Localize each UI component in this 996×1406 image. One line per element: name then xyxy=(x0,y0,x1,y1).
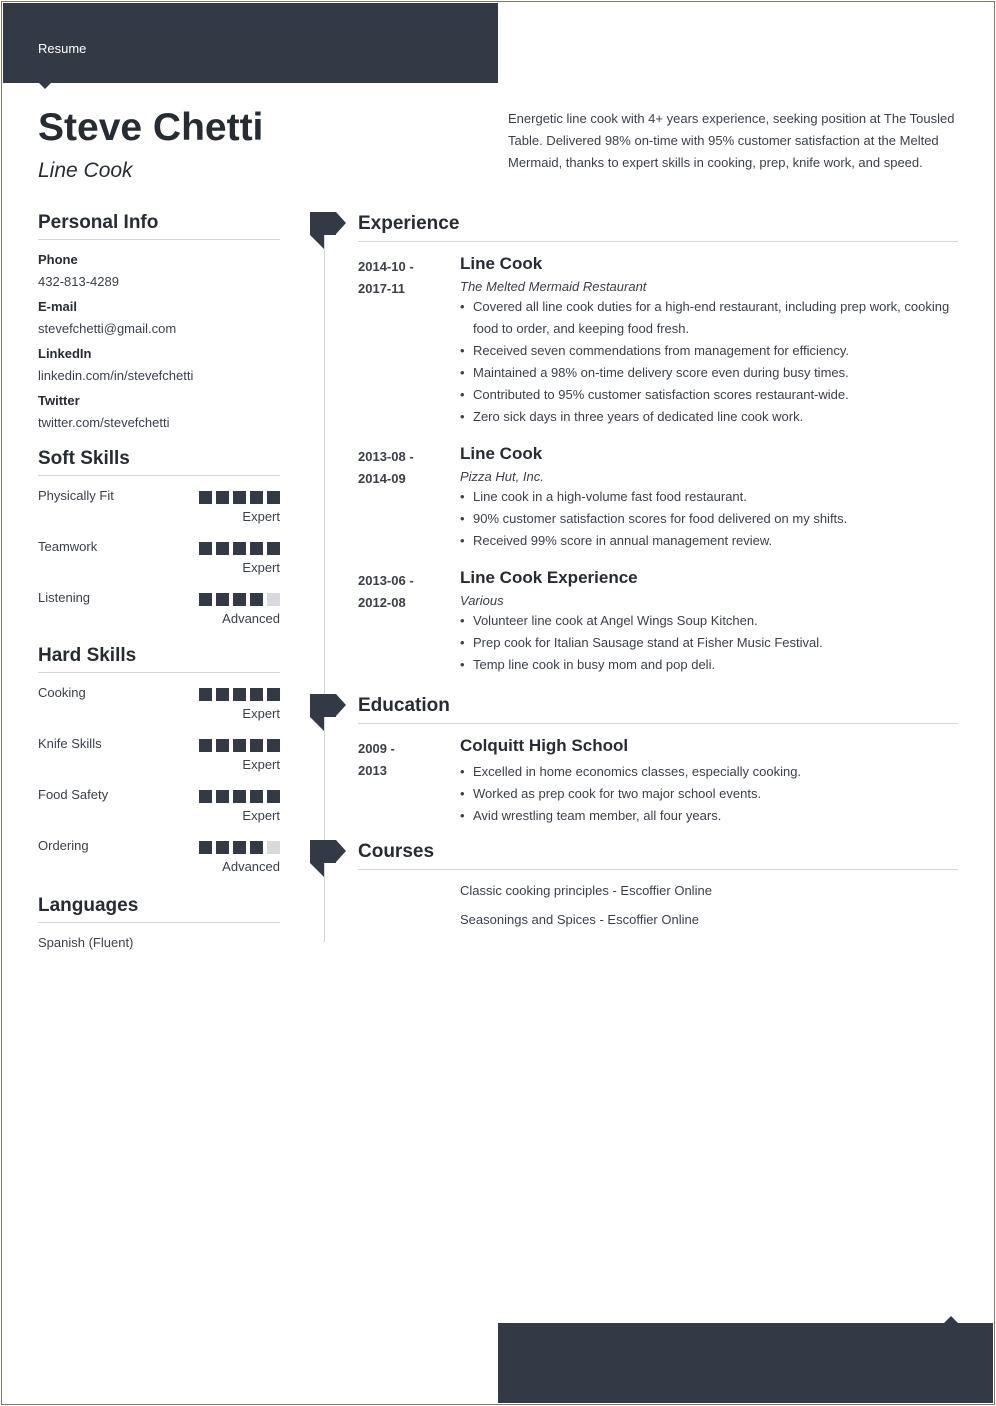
info-value: twitter.com/stevefchetti xyxy=(38,415,170,430)
candidate-title: Line Cook xyxy=(38,159,133,182)
personal-info-linkedin xyxy=(38,346,280,383)
course-item: Seasonings and Spices - Escoffier Online xyxy=(460,912,699,927)
job-role: Line Cook xyxy=(460,444,543,463)
personal-info-twitter xyxy=(38,393,280,430)
rating-square-filled xyxy=(216,688,229,701)
skill-level: Advanced xyxy=(222,859,280,874)
skill-row xyxy=(38,539,280,590)
personal-info-title: Personal Info xyxy=(38,212,280,240)
rating-square-filled xyxy=(199,542,212,555)
skill-rating xyxy=(199,841,280,854)
skill-rating xyxy=(199,593,280,606)
skill-name: Physically Fit xyxy=(38,488,114,503)
job-bullets xyxy=(460,486,958,552)
info-value: linkedin.com/in/stevefchetti xyxy=(38,368,194,383)
skill-level: Expert xyxy=(242,757,280,772)
skill-level: Expert xyxy=(242,808,280,823)
job-bullets xyxy=(460,610,958,676)
candidate-name: Steve Chetti xyxy=(38,106,264,149)
course-item: Classic cooking principles - Escoffier Online xyxy=(460,883,712,898)
rating-square-filled xyxy=(250,593,263,606)
rating-square-filled xyxy=(233,542,246,555)
personal-info-email xyxy=(38,299,280,336)
rating-square-filled xyxy=(199,739,212,752)
education-bullets xyxy=(460,761,958,827)
skill-name: Food Safety xyxy=(38,787,109,802)
skill-row xyxy=(38,488,280,539)
date-start: 2009 - xyxy=(358,741,395,756)
rating-square-filled xyxy=(199,593,212,606)
education-flag-icon xyxy=(310,694,346,732)
soft-skills-title: Soft Skills xyxy=(38,448,280,476)
date-end: 2012-08 xyxy=(358,595,406,610)
rating-square-filled xyxy=(216,841,229,854)
rating-square-filled xyxy=(233,593,246,606)
bullet-item: • Volunteer line cook at Angel Wings Soup Kitchen. xyxy=(460,610,958,632)
timeline-line xyxy=(324,234,325,942)
skill-name: Teamwork xyxy=(38,539,98,554)
experience-title: Experience xyxy=(358,213,958,242)
entry-content xyxy=(460,444,958,552)
entry-date xyxy=(358,256,438,300)
skill-rating xyxy=(199,790,280,803)
skill-name: Cooking xyxy=(38,685,86,700)
skill-row xyxy=(38,685,280,736)
bullet-item: • Maintained a 98% on-time delivery score even during busy times. xyxy=(460,362,958,384)
rating-square-filled xyxy=(233,491,246,504)
entry-date xyxy=(358,738,438,782)
skill-level: Expert xyxy=(242,509,280,524)
rating-square-filled xyxy=(216,491,229,504)
rating-square-filled xyxy=(216,739,229,752)
rating-square-filled xyxy=(250,688,263,701)
experience-flag-icon xyxy=(310,212,346,250)
resume-label: Resume xyxy=(38,41,87,56)
header-bar xyxy=(3,3,498,83)
info-value: stevefchetti@gmail.com xyxy=(38,321,177,336)
bullet-item: • Covered all line cook duties for a high-end restaurant, including prep work, cooking food to order, and keeping food fresh. xyxy=(460,296,958,340)
header-notch xyxy=(38,82,52,89)
rating-square-filled xyxy=(267,688,280,701)
info-value: 432-813-4289 xyxy=(38,274,119,289)
rating-square-filled xyxy=(199,491,212,504)
rating-square-filled xyxy=(199,688,212,701)
bullet-item: • Temp line cook in busy mom and pop deli. xyxy=(460,654,958,676)
rating-square-filled xyxy=(216,593,229,606)
personal-info-phone xyxy=(38,252,280,289)
rating-square-filled xyxy=(267,739,280,752)
rating-square-filled xyxy=(250,739,263,752)
job-role: Line Cook xyxy=(460,254,543,273)
rating-square-filled xyxy=(267,790,280,803)
skill-row xyxy=(38,736,280,787)
entry-content xyxy=(460,254,958,428)
skill-rating xyxy=(199,739,280,752)
courses-flag-icon xyxy=(310,840,346,878)
rating-square-filled xyxy=(250,841,263,854)
bullet-item: • Received seven commendations from management for efficiency. xyxy=(460,340,958,362)
skill-row xyxy=(38,838,280,889)
rating-square-filled xyxy=(233,841,246,854)
info-label: Phone xyxy=(38,252,78,267)
bullet-item: • Zero sick days in three years of dedicated line cook work. xyxy=(460,406,958,428)
rating-square-filled xyxy=(250,542,263,555)
info-label: LinkedIn xyxy=(38,346,92,361)
bullet-item: • Line cook in a high-volume fast food restaurant. xyxy=(460,486,958,508)
date-start: 2013-08 - xyxy=(358,449,414,464)
rating-square-empty xyxy=(267,593,280,606)
skill-row xyxy=(38,590,280,641)
skill-level: Expert xyxy=(242,706,280,721)
footer-bar xyxy=(498,1323,993,1403)
rating-square-filled xyxy=(199,841,212,854)
rating-square-filled xyxy=(233,739,246,752)
bullet-item: • Received 99% score in annual management review. xyxy=(460,530,958,552)
school-name: Colquitt High School xyxy=(460,736,629,755)
bullet-item: • Avid wrestling team member, all four years. xyxy=(460,805,958,827)
job-bullets xyxy=(460,296,958,428)
rating-square-filled xyxy=(250,790,263,803)
courses-title: Courses xyxy=(358,841,958,870)
bullet-item: • Worked as prep cook for two major school events. xyxy=(460,783,958,805)
bullet-item: • Contributed to 95% customer satisfaction scores restaurant-wide. xyxy=(460,384,958,406)
language-item: Spanish (Fluent) xyxy=(38,935,134,950)
rating-square-filled xyxy=(267,491,280,504)
rating-square-filled xyxy=(199,790,212,803)
rating-square-filled xyxy=(233,790,246,803)
hard-skills-title: Hard Skills xyxy=(38,645,280,673)
entry-date xyxy=(358,570,438,614)
rating-square-filled xyxy=(250,491,263,504)
summary: Energetic line cook with 4+ years experience, seeking position at The Tousled Table. Delivered 98% on-time with 95% customer satisfaction at the Melted Mermaid, thanks to expert skills in cooking, prep, knife work, and speed. xyxy=(508,111,955,170)
date-end: 2013 xyxy=(358,763,387,778)
skill-name: Listening xyxy=(38,590,91,605)
bullet-item: • Excelled in home economics classes, especially cooking. xyxy=(460,761,958,783)
bullet-item: • 90% customer satisfaction scores for food delivered on my shifts. xyxy=(460,508,958,530)
entry-content xyxy=(460,736,958,827)
job-role: Line Cook Experience xyxy=(460,568,638,587)
languages-title: Languages xyxy=(38,895,280,923)
rating-square-filled xyxy=(216,790,229,803)
skill-rating xyxy=(199,542,280,555)
education-title: Education xyxy=(358,695,958,724)
skill-level: Advanced xyxy=(222,611,280,626)
skill-row xyxy=(38,787,280,838)
entry-date xyxy=(358,446,438,490)
skill-rating xyxy=(199,491,280,504)
info-label: E-mail xyxy=(38,299,78,314)
skill-level: Expert xyxy=(242,560,280,575)
skill-rating xyxy=(199,688,280,701)
footer-notch xyxy=(944,1316,958,1323)
skill-name: Ordering xyxy=(38,838,89,853)
left-column xyxy=(38,212,280,960)
date-end: 2017-11 xyxy=(358,281,405,296)
job-company: Various xyxy=(460,593,504,608)
courses-content xyxy=(460,883,958,941)
date-end: 2014-09 xyxy=(358,471,406,486)
bullet-item: • Prep cook for Italian Sausage stand at Fisher Music Festival. xyxy=(460,632,958,654)
rating-square-empty xyxy=(267,841,280,854)
skill-name: Knife Skills xyxy=(38,736,102,751)
entry-content xyxy=(460,568,958,676)
rating-square-filled xyxy=(267,542,280,555)
rating-square-filled xyxy=(216,542,229,555)
date-start: 2014-10 - xyxy=(358,259,414,274)
job-company: Pizza Hut, Inc. xyxy=(460,469,544,484)
info-label: Twitter xyxy=(38,393,80,408)
date-start: 2013-06 - xyxy=(358,573,414,588)
job-company: The Melted Mermaid Restaurant xyxy=(460,279,647,294)
rating-square-filled xyxy=(233,688,246,701)
